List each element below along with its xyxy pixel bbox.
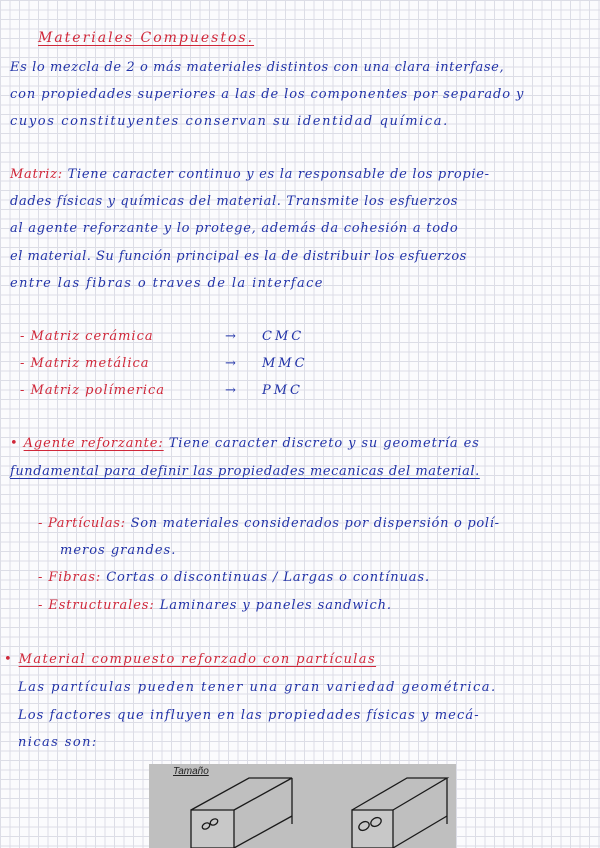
matriz-type-3-arrow: → [225,383,236,398]
matriz-type-1-name: Matriz cerámica [30,329,154,344]
particulas-line-2: Los factores que influyen en las propiedades físicas y mecá- [18,708,480,723]
agente-item-2: - Fibras: Cortas o discontinuas / Largas o contínuas. [38,570,431,585]
agente-line-2: fundamental para definir las propiedades mecanicas del material. [10,464,480,479]
matriz-type-3-abbr: PMC [262,383,304,398]
matriz-type-1-abbr: CMC [262,329,305,344]
figure-label: Tamaño [173,766,209,777]
bullet-dot-icon: • [10,436,24,451]
page-title [38,26,600,50]
matriz-line-2: dades físicas y químicas del material. Transmite los esfuerzos [10,194,459,209]
agente-item-2-label: Fibras: [48,570,102,585]
matriz-label: Matriz: [10,167,63,182]
agente-item-3: - Estructurales: Laminares y paneles sandwich. [38,598,392,613]
matriz-type-1: - Matriz cerámica [20,329,154,344]
matriz-type-3-name: Matriz polímerica [30,383,166,398]
intro-line-2: con propiedades superiores a las de los componentes por separado y [10,87,525,102]
agente-item-1: - Partículas: Son materiales considerados por dispersión o polí- [38,516,500,531]
agente-text-1: Tiene caracter discreto y su geometría es [163,436,480,451]
matriz-line-5: entre las fibras o traves de la interface [10,276,324,291]
intro-line-1: Es lo mezcla de 2 o más materiales distintos con una clara interfase, [10,60,505,75]
particulas-heading: Material compuesto reforzado con partículas [18,652,377,667]
agente-item-1-label: Partículas: [47,516,126,531]
particulas-line-3: nicas son: [18,735,98,750]
agente-item-3-text: Laminares y paneles sandwich. [154,598,392,613]
agente-line-1 [10,432,600,456]
matriz-type-2-name: Matriz metálica [30,356,150,371]
bullet-dot-icon: • [4,652,19,667]
matriz-type-1-arrow: → [225,329,236,344]
agente-item-1-cont: meros grandes. [60,543,177,558]
particulas-line-1: Las partículas pueden tener una gran variedad geométrica. [18,680,497,695]
matriz-line-3: al agente reforzante y lo protege, además da cohesión a todo [10,221,459,236]
matriz-type-2: - Matriz metálica [20,356,150,371]
matriz-type-3: - Matriz polímerica [20,383,166,398]
agente-item-1-text: Son materiales considerados por dispersión o polí- [125,516,500,531]
particle-size-figure [149,764,456,848]
agente-item-3-label: Estructurales: [48,598,155,613]
agente-label: Agente reforzante: [23,436,164,451]
matriz-text-1: Tiene caracter continuo y es la responsable de los propie- [62,167,490,182]
left-block-icon [191,778,292,848]
particulas-heading-line [4,648,600,672]
right-block-icon [352,778,447,848]
agente-item-2-text: Cortas o discontinuas / Largas o contínuas. [101,570,431,585]
matriz-type-2-abbr: MMC [262,356,308,371]
title-text: Materiales Compuestos. [38,30,255,46]
matriz-line-1 [10,163,600,187]
intro-line-3: cuyos constituyentes conservan su identidad química. [10,114,449,129]
matriz-line-4: el material. Su función principal es la de distribuir los esfuerzos [10,249,467,264]
matriz-type-2-arrow: → [225,356,236,371]
